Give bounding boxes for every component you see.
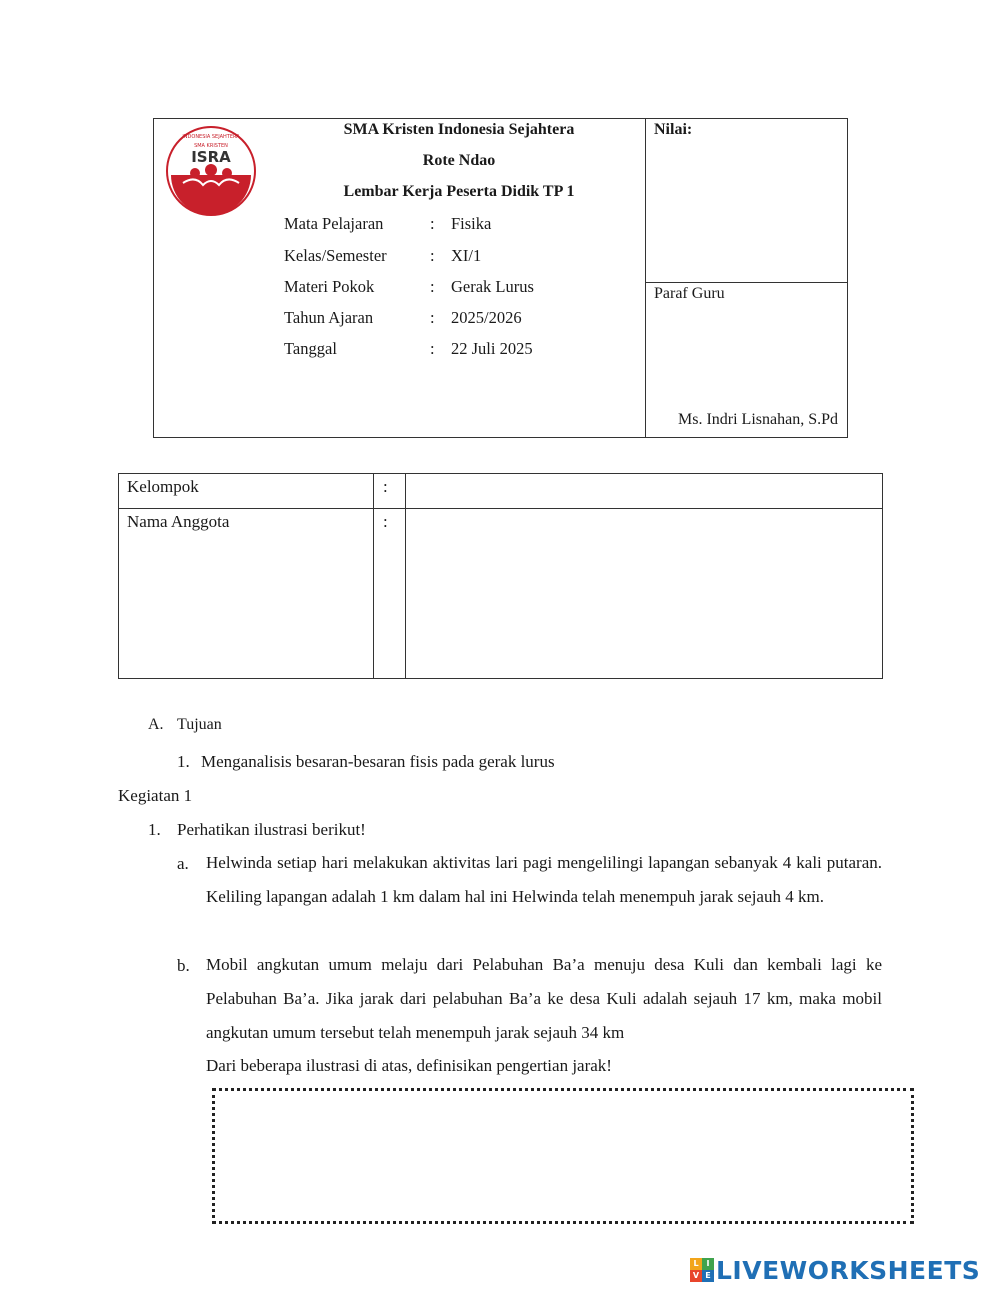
logo-main-text: ISRA — [191, 148, 231, 166]
objective-marker: 1. — [177, 752, 190, 771]
worksheet-title: Lembar Kerja Peserta Didik TP 1 — [343, 183, 575, 200]
teacher-name: Ms. Indri Lisnahan, S.Pd — [678, 411, 838, 428]
logo-small-text: SMA KRISTEN — [194, 143, 228, 149]
worksheet-header — [153, 118, 848, 438]
table-divider — [405, 474, 406, 678]
info-value: Fisika — [451, 214, 492, 233]
info-label: Kelas/Semester — [284, 246, 387, 265]
info-colon: : — [430, 339, 435, 358]
info-label: Materi Pokok — [284, 277, 375, 296]
info-label: Mata Pelajaran — [284, 214, 384, 233]
liveworksheets-logo — [690, 1252, 980, 1288]
score-label: Nilai: — [654, 121, 693, 138]
school-location: Rote Ndao — [422, 152, 496, 169]
kelompok-label: Kelompok — [127, 477, 199, 496]
group-row-kelompok — [119, 474, 882, 509]
school-name: SMA Kristen Indonesia Sejahtera — [343, 121, 575, 138]
icon-letter: E — [702, 1270, 714, 1282]
icon-letter: V — [690, 1270, 702, 1282]
question-1-marker: 1. — [148, 820, 161, 839]
logo-top-text: INDONESIA SEJAHTERA — [182, 134, 240, 140]
anggota-label: Nama Anggota — [127, 512, 230, 531]
info-colon: : — [430, 214, 435, 233]
answer-input-box[interactable] — [212, 1088, 914, 1224]
header-info-cell — [154, 119, 646, 437]
question-1-text: Perhatikan ilustrasi berikut! — [177, 820, 366, 839]
signature-label: Paraf Guru — [654, 285, 725, 302]
section-a-title: Tujuan — [177, 716, 222, 733]
table-divider — [373, 474, 374, 678]
anggota-colon: : — [383, 512, 388, 531]
item-b-text: Mobil angkutan umum melaju dari Pelabuhan Ba’a menuju desa Kuli dan kembali lagi ke Pelabuhan Ba’a. Jika jarak dari pelabuhan Ba’a ke desa Kuli adalah sejauh 17 km, maka mobil angkutan umum tersebut telah menempuh jarak sejauh 34 km — [206, 955, 882, 1042]
info-label: Tanggal — [284, 339, 337, 358]
item-b-marker: b. — [177, 956, 190, 975]
signature-cell — [646, 283, 847, 437]
info-colon: : — [430, 246, 435, 265]
icon-letter: I — [702, 1258, 714, 1270]
kelompok-colon: : — [383, 477, 388, 496]
question-text: Dari beberapa ilustrasi di atas, definisikan pengertian jarak! — [206, 1056, 612, 1075]
activity-title: Kegiatan 1 — [118, 786, 193, 805]
info-colon: : — [430, 308, 435, 327]
info-value: 22 Juli 2025 — [451, 339, 533, 358]
score-cell — [646, 119, 847, 283]
info-value: 2025/2026 — [451, 308, 522, 327]
section-a-marker: A. — [148, 716, 164, 733]
info-value: Gerak Lurus — [451, 277, 534, 296]
icon-letter: L — [690, 1258, 702, 1270]
group-table — [118, 473, 883, 679]
info-value: XI/1 — [451, 246, 482, 265]
objective-text: Menganalisis besaran-besaran fisis pada gerak lurus — [201, 752, 555, 771]
info-label: Tahun Ajaran — [284, 308, 374, 327]
item-a-marker: a. — [177, 854, 189, 873]
item-a-text: Helwinda setiap hari melakukan aktivitas lari pagi mengelilingi lapangan sebanyak 4 kali putaran. Keliling lapangan adalah 1 km dalam hal ini Helwinda telah menempuh jarak sejauh 4 km. — [206, 853, 882, 906]
liveworksheets-icon — [690, 1258, 714, 1282]
info-colon: : — [430, 277, 435, 296]
liveworksheets-text: LIVEWORKSHEETS — [716, 1255, 981, 1285]
school-logo — [165, 125, 257, 217]
